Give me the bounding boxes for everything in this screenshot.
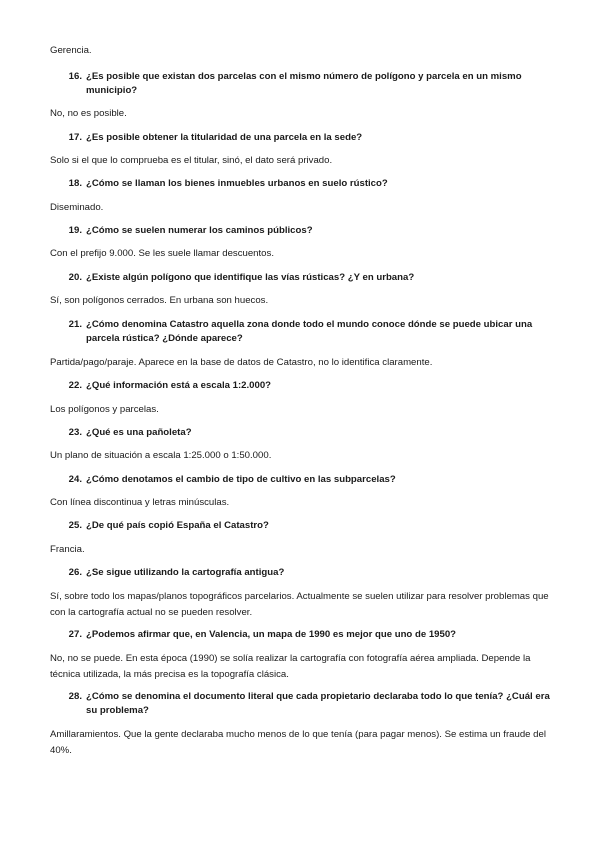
question-28 (50, 690, 555, 718)
question-number: 27. (68, 629, 82, 640)
question-text: ¿Cómo denotamos el cambio de tipo de cultivo en las subparcelas? (86, 474, 396, 485)
question-number: 22. (68, 380, 82, 391)
lead-text: Gerencia. (50, 45, 92, 56)
question-19 (50, 224, 555, 238)
answer-22: Los polígonos y parcelas. (50, 404, 159, 415)
answer-25: Francia. (50, 544, 85, 555)
question-number: 16. (68, 71, 82, 82)
question-number: 25. (68, 520, 82, 531)
question-text: ¿Es posible obtener la titularidad de una parcela en la sede? (86, 132, 363, 143)
answer-18: Diseminado. (50, 202, 104, 213)
question-text: ¿Cómo se suelen numerar los caminos públicos? (86, 225, 313, 236)
question-text: ¿Se sigue utilizando la cartografía antigua? (86, 567, 285, 578)
question-25 (50, 519, 555, 533)
answer-19: Con el prefijo 9.000. Se les suele llamar descuentos. (50, 248, 274, 259)
question-17 (50, 131, 555, 145)
question-24 (50, 473, 555, 487)
answer-16: No, no es posible. (50, 108, 127, 119)
question-text: ¿Podemos afirmar que, en Valencia, un mapa de 1990 es mejor que uno de 1950? (86, 629, 457, 640)
question-text: ¿Qué información está a escala 1:2.000? (86, 380, 272, 391)
answer-24: Con línea discontinua y letras minúsculas. (50, 497, 230, 508)
question-number: 28. (68, 691, 82, 702)
question-number: 17. (68, 132, 82, 143)
question-number: 24. (68, 474, 82, 485)
question-27 (50, 628, 555, 642)
question-text: ¿Cómo se denomina el documento literal que cada propietario declaraba todo lo que tenía? ¿Cuál era su problema? (86, 691, 550, 716)
question-text: ¿Cómo denomina Catastro aquella zona donde todo el mundo conoce dónde se puede ubicar una parcela rústica? ¿Dónde aparece? (86, 319, 533, 344)
question-22 (50, 379, 555, 393)
question-26 (50, 566, 555, 580)
answer-20: Sí, son polígonos cerrados. En urbana son huecos. (50, 295, 269, 306)
question-text: ¿Cómo se llaman los bienes inmuebles urbanos en suelo rústico? (86, 178, 388, 189)
answer-17: Solo si el que lo comprueba es el titular, sinó, el dato será privado. (50, 155, 333, 166)
question-18 (50, 177, 555, 191)
answer-21: Partida/pago/paraje. Aparece en la base de datos de Catastro, no lo identifica claramente. (50, 357, 433, 368)
answer-26: Sí, sobre todo los mapas/planos topográficos parcelarios. Actualmente se suelen utilizar para resolver problemas que con la cartografía actual no se pueden resolver. (50, 591, 549, 618)
question-number: 20. (68, 272, 82, 283)
question-20 (50, 271, 555, 285)
question-text: ¿Es posible que existan dos parcelas con el mismo número de polígono y parcela en un mismo municipio? (86, 71, 522, 96)
question-text: ¿De qué país copió España el Catastro? (86, 520, 269, 531)
question-23 (50, 426, 555, 440)
question-number: 19. (68, 225, 82, 236)
question-text: ¿Existe algún polígono que identifique las vías rústicas? ¿Y en urbana? (86, 272, 415, 283)
question-number: 18. (68, 178, 82, 189)
question-16 (50, 70, 555, 98)
answer-27: No, no se puede. En esta época (1990) se solía realizar la cartografía con fotografía aérea ampliada. Depende la técnica utilizada, la más precisa es la topografía clásica. (50, 653, 531, 680)
question-number: 21. (68, 319, 82, 330)
question-text: ¿Qué es una pañoleta? (86, 427, 192, 438)
answer-28: Amillaramientos. Que la gente declaraba mucho menos de lo que tenía (para pagar menos). Se estima un fraude del 40%. (50, 729, 546, 756)
question-number: 23. (68, 427, 82, 438)
question-number: 26. (68, 567, 82, 578)
question-21 (50, 318, 555, 346)
answer-23: Un plano de situación a escala 1:25.000 o 1:50.000. (50, 450, 272, 461)
